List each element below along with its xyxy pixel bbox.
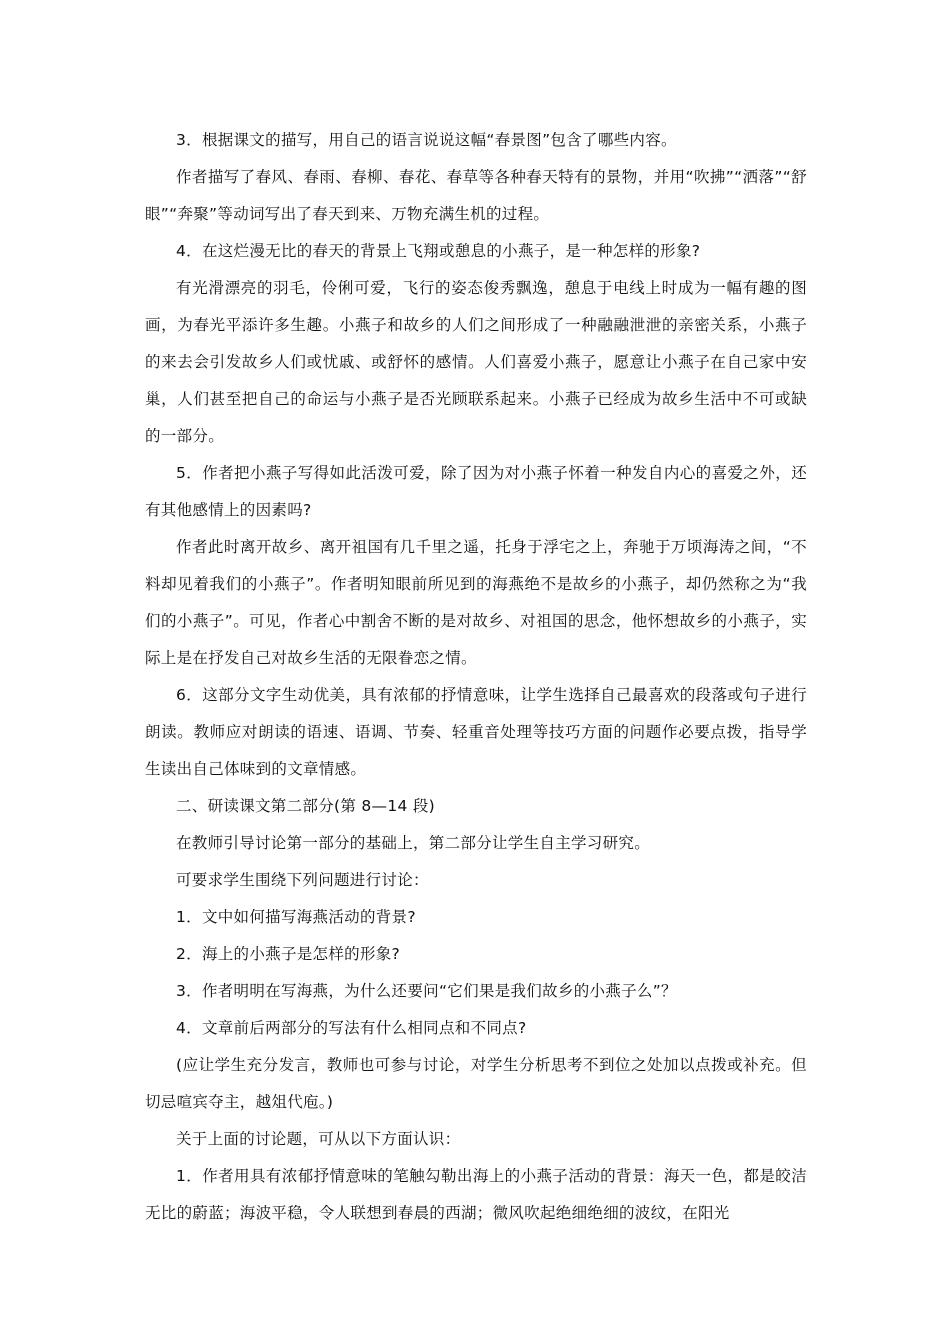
paragraph: 关于上面的讨论题，可从以下方面认识：: [176, 1130, 461, 1148]
question-item: 4．文章前后两部分的写法有什么相同点和不同点?: [176, 1019, 527, 1037]
paragraph: 作者此时离开故乡、离开祖国有几千里之遥，托身于浮宅之上，奔驰于万顷海涛之间，“不料却见着我们的小燕子”。作者明知眼前所见到的海燕绝不是故乡的小燕子，却仍然称之为“我们的小燕子”。可见，作者心中割舍不断的是对故乡、对祖国的思念，他怀想故乡的小燕子，实际上是在抒发自己对故乡生活的无限眷恋之情。: [145, 538, 807, 667]
paragraph: 有光滑漂亮的羽毛，伶俐可爱，飞行的姿态俊秀飘逸，憩息于电线上时成为一幅有趣的图画，为春光平添许多生趣。小燕子和故乡的人们之间形成了一种融融泄泄的亲密关系，小燕子的来去会引发故乡人们或忧戚、或舒怀的感情。人们喜爱小燕子，愿意让小燕子在自己家中安巢，人们甚至把自己的命运与小燕子是否光顾联系起来。小燕子已经成为故乡生活中不可或缺的一部分。: [145, 279, 807, 445]
paragraph: 在教师引导讨论第一部分的基础上，第二部分让学生自主学习研究。: [176, 834, 651, 852]
question-item: 3．作者明明在写海燕，为什么还要问“它们果是我们故乡的小燕子么”？: [176, 982, 677, 1000]
question-item: 1．文中如何描写海燕活动的背景?: [176, 908, 416, 926]
paragraph: 4．在这烂漫无比的春天的背景上飞翔或憩息的小燕子，是一种怎样的形象?: [176, 242, 701, 260]
document-body: [145, 122, 807, 1232]
section-heading: 二、研读课文第二部分(第 8—14 段): [176, 797, 436, 815]
paragraph: 1．作者用具有浓郁抒情意味的笔触勾勒出海上的小燕子活动的背景：海天一色，都是皎洁无比的蔚蓝；海波平稳，令人联想到春晨的西湖；微风吹起绝细绝细的波纹，在阳光: [145, 1167, 807, 1222]
question-item: 2．海上的小燕子是怎样的形象?: [176, 945, 401, 963]
paragraph: 5．作者把小燕子写得如此活泼可爱，除了因为对小燕子怀着一种发自内心的喜爱之外，还有其他感情上的因素吗?: [145, 464, 807, 519]
paragraph: 作者描写了春风、春雨、春柳、春花、春草等各种春天特有的景物，并用“吹拂”“洒落”“舒眼”“奔聚”等动词写出了春天到来、万物充满生机的过程。: [145, 168, 807, 223]
paragraph: 可要求学生围绕下列问题进行讨论：: [176, 871, 429, 889]
teaching-note: (应让学生充分发言，教师也可参与讨论，对学生分析思考不到位之处加以点拨或补充。但切忌喧宾夺主，越俎代庖。): [145, 1056, 807, 1111]
paragraph: 6．这部分文字生动优美，具有浓郁的抒情意味，让学生选择自己最喜欢的段落或句子进行朗读。教师应对朗读的语速、语调、节奏、轻重音处理等技巧方面的问题作必要点拨，指导学生读出自己体味到的文章情感。: [145, 686, 807, 778]
paragraph: 3．根据课文的描写，用自己的语言说说这幅“春景图”包含了哪些内容。: [176, 131, 677, 149]
